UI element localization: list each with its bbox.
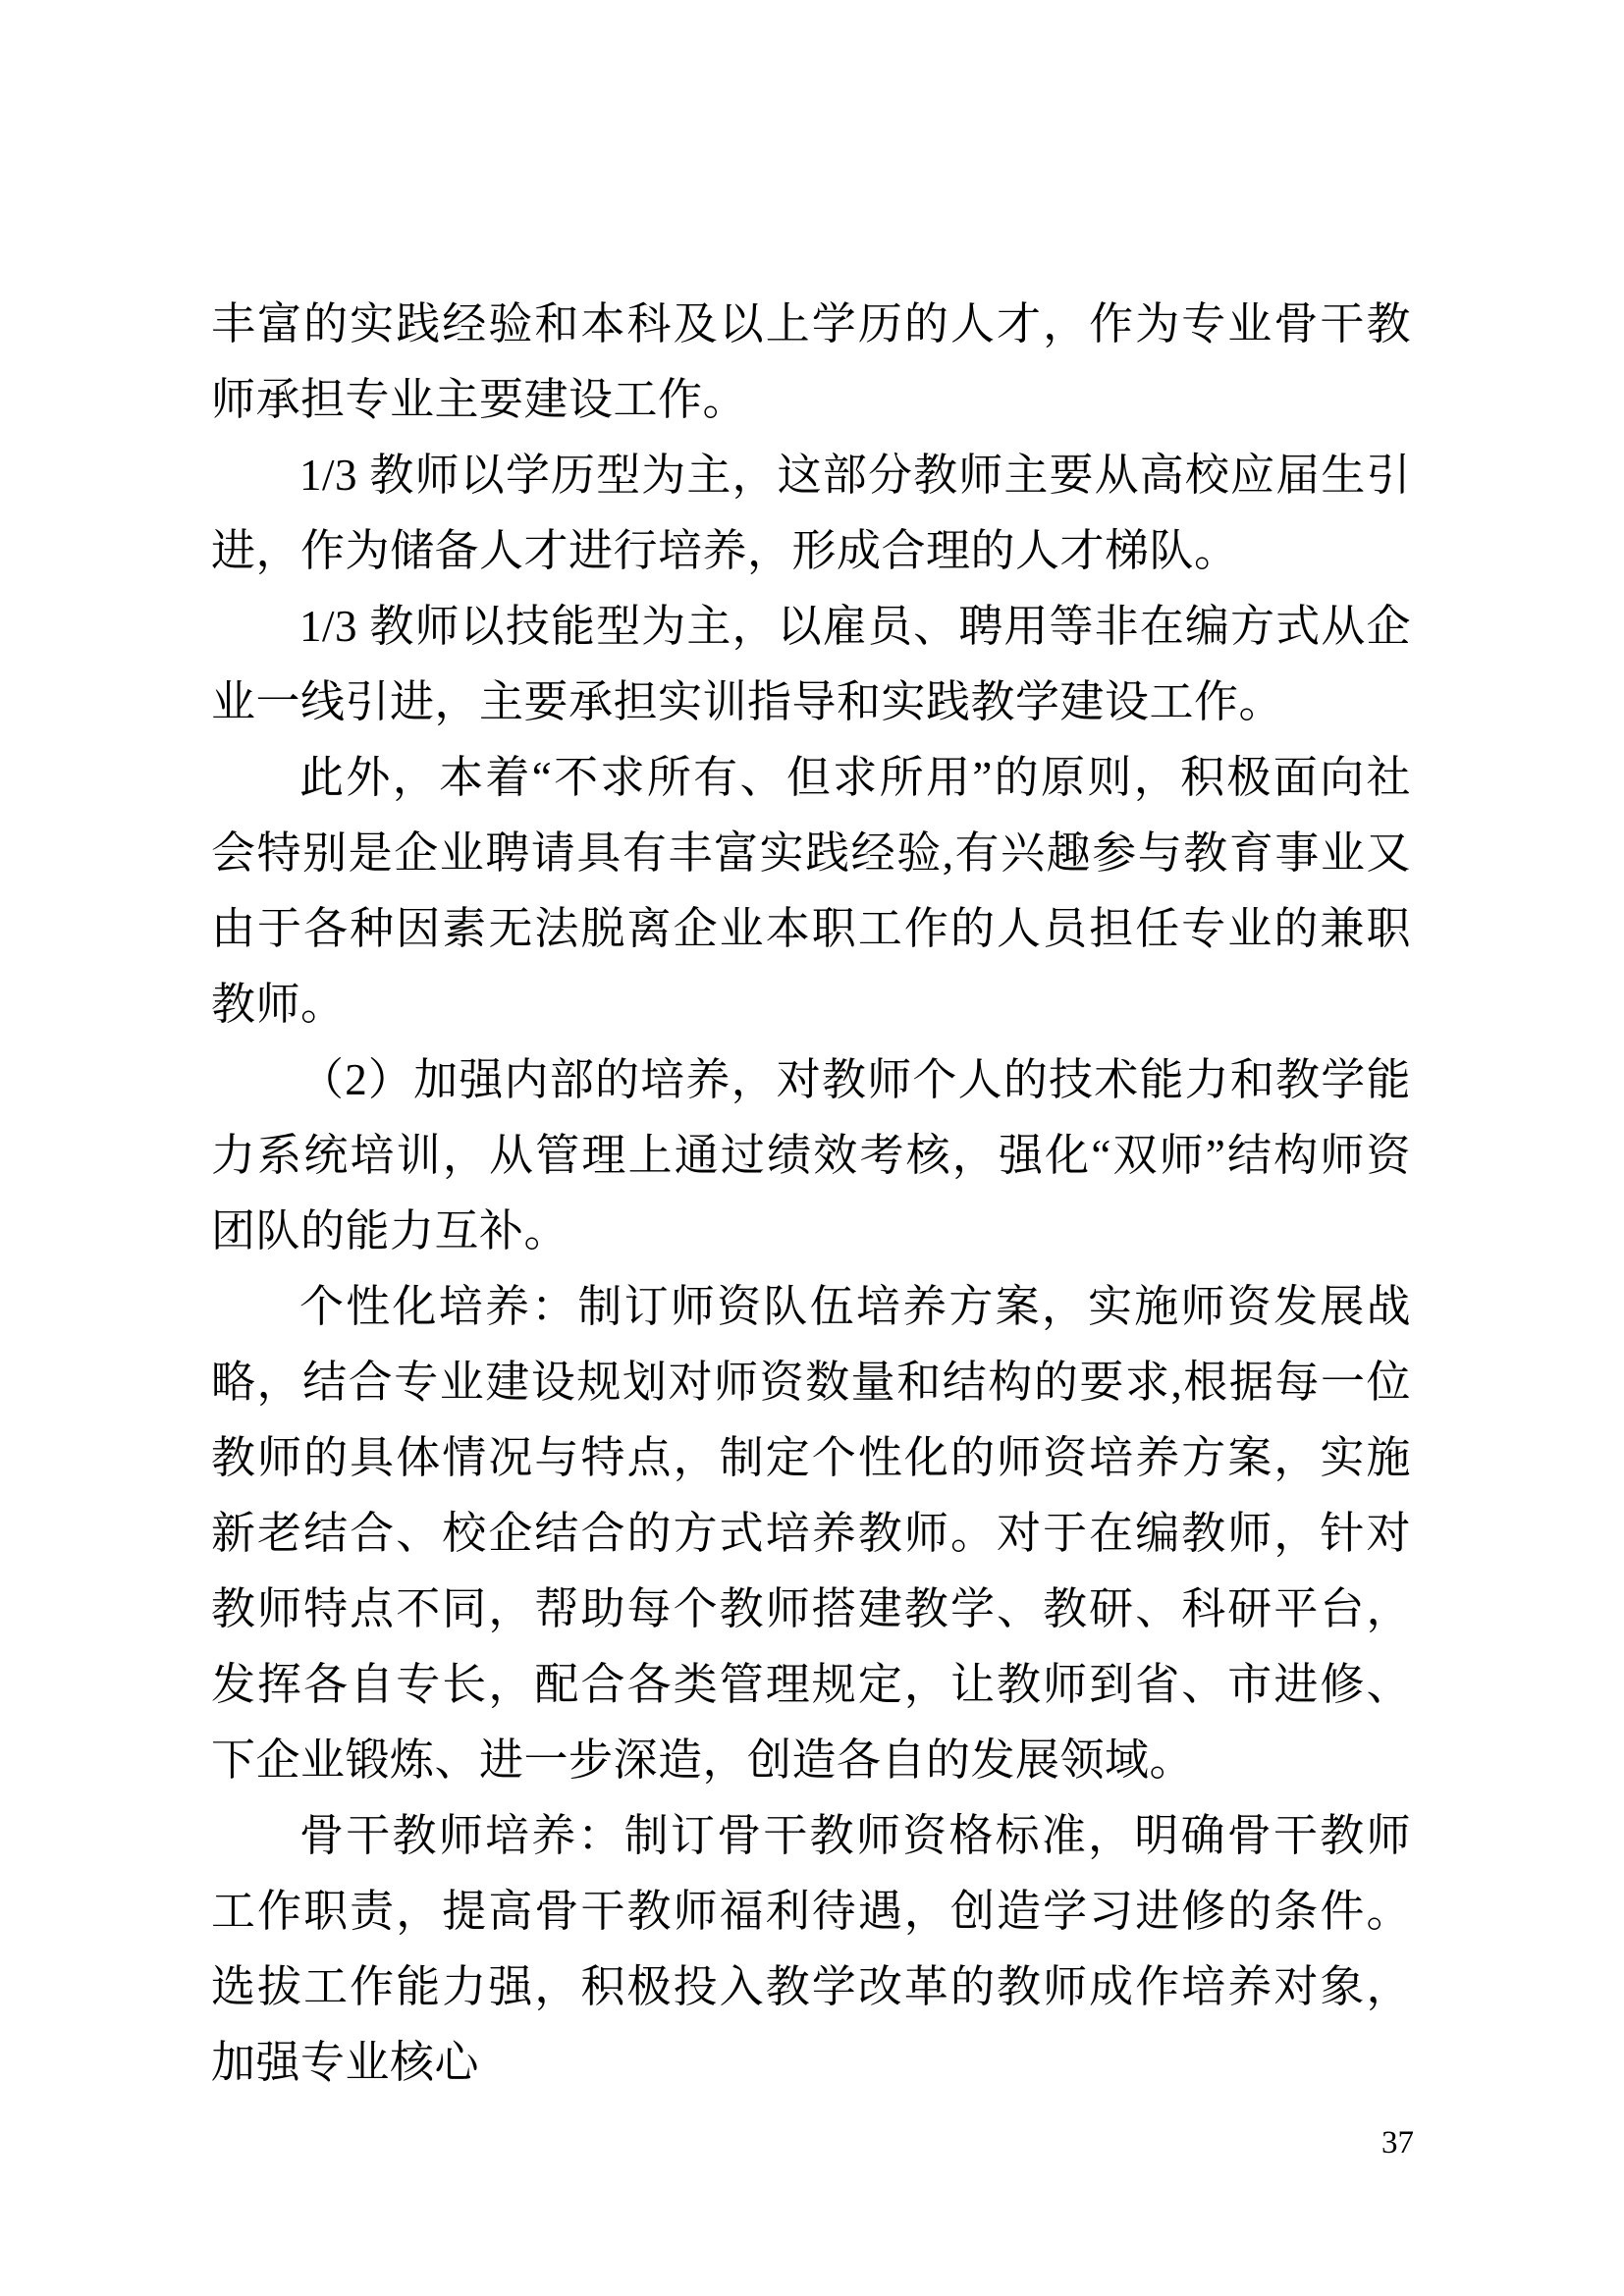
body-text — [211, 287, 1411, 2101]
paragraph-teachers-skill-type: 1/3 教师以技能型为主，以雇员、聘用等非在编方式从企业一线引进，主要承担实训指导和实践教学建设工作。 — [211, 602, 1411, 726]
paragraph-teachers-degree-type: 1/3 教师以学历型为主，这部分教师主要从高校应届生引进，作为储备人才进行培养，形成合理的人才梯队。 — [211, 451, 1411, 575]
paragraph-continuation: 丰富的实践经验和本科及以上学历的人才，作为专业骨干教师承担专业主要建设工作。 — [211, 299, 1411, 424]
paragraph-backbone-teacher-training: 骨干教师培养：制订骨干教师资格标准，明确骨干教师工作职责，提高骨干教师福利待遇，创造学习进修的条件。选拔工作能力强，积极投入教学改革的教师成作培养对象，加强专业核心 — [211, 1811, 1411, 2087]
paragraph-internal-training: （2）加强内部的培养，对教师个人的技术能力和教学能力系统培训，从管理上通过绩效考核，强化“双师”结构师资团队的能力互补。 — [211, 1055, 1411, 1255]
paragraph-external-parttime-teachers: 此外，本着“不求所有、但求所用”的原则，积极面向社会特别是企业聘请具有丰富实践经验,有兴趣参与教育事业又由于各种因素无法脱离企业本职工作的人员担任专业的兼职教师。 — [211, 753, 1411, 1029]
paragraph-personalized-training: 个性化培养：制订师资队伍培养方案，实施师资发展战略，结合专业建设规划对师资数量和结构的要求,根据每一位教师的具体情况与特点，制定个性化的师资培养方案，实施新老结合、校企结合的方式培养教师。对于在编教师，针对教师特点不同，帮助每个教师搭建教学、教研、科研平台，发挥各自专长，配合各类管理规定，让教师到省、市进修、下企业锻炼、进一步深造，创造各自的发展领域。 — [211, 1282, 1411, 1785]
page-number: 37 — [1381, 2125, 1414, 2161]
